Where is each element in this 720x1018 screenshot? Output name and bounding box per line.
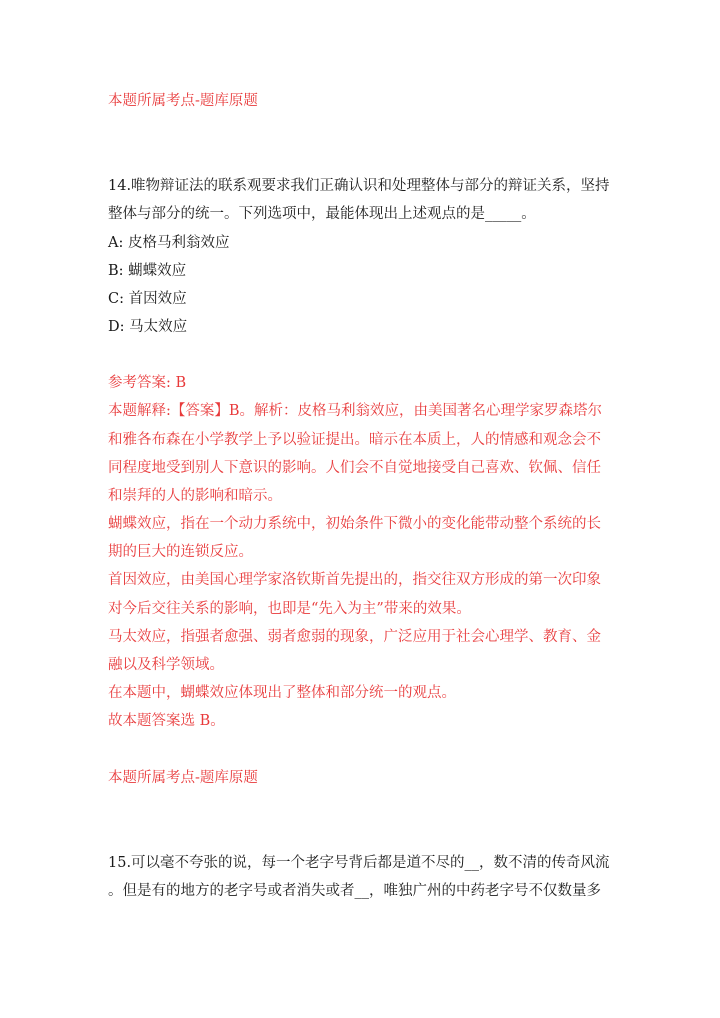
- explanation-line: 期的巨大的连锁反应。: [108, 544, 253, 560]
- explanation-line: 蝴蝶效应，指在一个动力系统中，初始条件下微小的变化能带动整个系统的长: [108, 516, 601, 532]
- option-b: B: 蝴蝶效应: [108, 263, 187, 279]
- explanation-line: 在本题中，蝴蝶效应体现出了整体和部分统一的观点。: [108, 685, 456, 701]
- option-a: A: 皮格马利翁效应: [108, 235, 230, 251]
- explanation-line: 马太效应，指强者愈强、弱者愈弱的现象，广泛应用于社会心理学、教育、金: [108, 629, 601, 645]
- question-stem-line: 14.唯物辩证法的联系观要求我们正确认识和处理整体与部分的辩证关系，坚持: [108, 178, 610, 194]
- explanation-line: 和雅各布森在小学教学上予以验证提出。暗示在本质上，人的情感和观念会不: [108, 432, 601, 448]
- section-tag: 本题所属考点-题库原题: [108, 770, 258, 786]
- reference-answer: 参考答案: B: [108, 375, 187, 391]
- question-stem-line: 整体与部分的统一。下列选项中，最能体现出上述观点的是_____。: [108, 206, 536, 222]
- section-tag: 本题所属考点-题库原题: [108, 93, 258, 109]
- explanation-line: 故本题答案选 B。: [108, 713, 225, 729]
- explanation-line: 融以及科学领域。: [108, 657, 224, 673]
- option-c: C: 首因效应: [108, 291, 187, 307]
- explanation-line: 和崇拜的人的影响和暗示。: [108, 488, 282, 504]
- explanation-line: 本题解释:【答案】B。解析：皮格马利翁效应，由美国著名心理学家罗森塔尔: [108, 403, 603, 419]
- explanation-line: 对今后交往关系的影响，也即是“先入为主”带来的效果。: [108, 601, 471, 617]
- option-d: D: 马太效应: [108, 319, 188, 335]
- question-stem-line: 15.可以毫不夸张的说，每一个老字号背后都是道不尽的__，数不清的传奇风流: [108, 855, 610, 871]
- question-stem-line: 。但是有的地方的老字号或者消失或者__，唯独广州的中药老字号不仅数量多: [108, 883, 601, 899]
- explanation-line: 首因效应，由美国心理学家洛钦斯首先提出的，指交往双方形成的第一次印象: [108, 572, 601, 588]
- explanation-line: 同程度地受到别人下意识的影响。人们会不自觉地接受自己喜欢、钦佩、信任: [108, 460, 601, 476]
